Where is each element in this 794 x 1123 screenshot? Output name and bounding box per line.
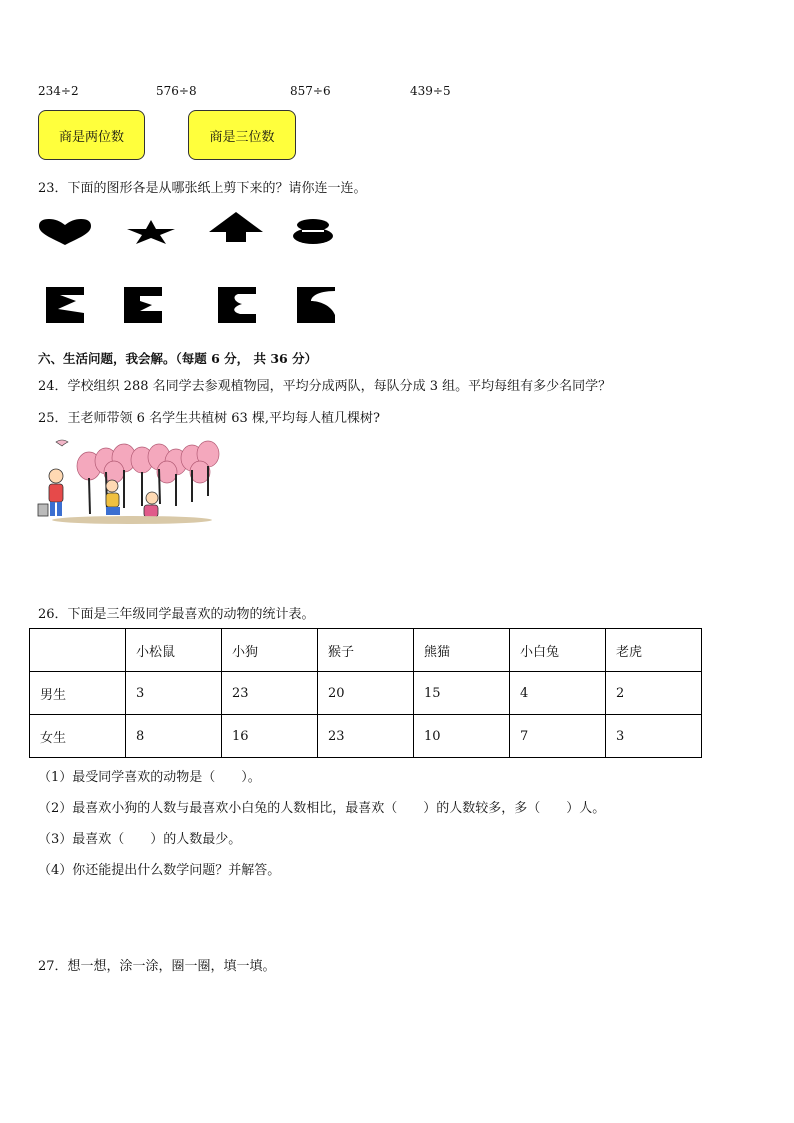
division-expr-4: 439÷5 <box>410 84 451 98</box>
table-header-cell: 小松鼠 <box>126 629 222 672</box>
bubble-two-digit[interactable] <box>38 110 145 160</box>
star-icon <box>126 220 176 244</box>
table-header-cell <box>30 629 126 672</box>
table-cell: 4 <box>510 672 606 715</box>
table-cell: 男生 <box>30 672 126 715</box>
arrow-up-icon <box>208 212 264 242</box>
figure-eight-icon <box>292 218 334 244</box>
division-expr-2: 576÷8 <box>156 84 197 98</box>
bubble-label: 商是两位数 <box>58 129 124 145</box>
bubble-label: 商是三位数 <box>209 129 275 145</box>
table-cell: 15 <box>414 672 510 715</box>
table-row <box>30 715 702 758</box>
question-25: 25．王老师带领 6 名学生共植树 63 棵,平均每人植几棵树? <box>38 411 380 426</box>
question-27: 27．想一想，涂一涂，圈一圈，填一填。 <box>38 959 276 974</box>
table-cell: 10 <box>414 715 510 758</box>
table-header-cell: 熊猫 <box>414 629 510 672</box>
tree-planting-illustration <box>34 434 224 529</box>
animal-stats-table <box>29 628 702 758</box>
table-cell: 23 <box>222 672 318 715</box>
bubble-three-digit[interactable] <box>188 110 296 160</box>
table-header-row <box>30 629 702 672</box>
question-26: 26．下面是三年级同学最喜欢的动物的统计表。 <box>38 607 315 622</box>
table-row <box>30 672 702 715</box>
question-26-part-3: （3）最喜欢（ ）的人数最少。 <box>38 832 242 847</box>
question-24: 24．学校组织 288 名同学去参观植物园，平均分成两队，每队分成 3 组。平均每组有多少名同学？ <box>38 379 612 394</box>
table-cell: 3 <box>606 715 702 758</box>
table-cell: 8 <box>126 715 222 758</box>
table-cell: 23 <box>318 715 414 758</box>
table-cell: 7 <box>510 715 606 758</box>
table-cell: 16 <box>222 715 318 758</box>
cut-paper-4 <box>297 287 335 323</box>
question-26-part-2: （2）最喜欢小狗的人数与最喜欢小白兔的人数相比，最喜欢（ ）的人数较多，多（ ）人。 <box>38 801 606 816</box>
table-header-cell: 老虎 <box>606 629 702 672</box>
section-6-heading: 六、生活问题，我会解。（每题 6 分， 共 36 分） <box>38 351 318 366</box>
question-23: 23．下面的图形各是从哪张纸上剪下来的？请你连一连。 <box>38 181 367 196</box>
table-cell: 女生 <box>30 715 126 758</box>
question-26-part-4: （4）你还能提出什么数学问题？并解答。 <box>38 863 281 878</box>
question-26-part-1: （1）最受同学喜欢的动物是（ ）。 <box>38 770 261 785</box>
heart-icon <box>38 218 92 246</box>
cut-paper-2 <box>124 287 162 323</box>
cut-paper-1 <box>46 287 84 323</box>
table-cell: 3 <box>126 672 222 715</box>
table-header-cell: 猴子 <box>318 629 414 672</box>
table-header-cell: 小白兔 <box>510 629 606 672</box>
cut-paper-3 <box>218 287 256 323</box>
division-expr-1: 234÷2 <box>38 84 79 98</box>
table-cell: 20 <box>318 672 414 715</box>
division-expr-3: 857÷6 <box>290 84 331 98</box>
table-header-cell: 小狗 <box>222 629 318 672</box>
table-cell: 2 <box>606 672 702 715</box>
